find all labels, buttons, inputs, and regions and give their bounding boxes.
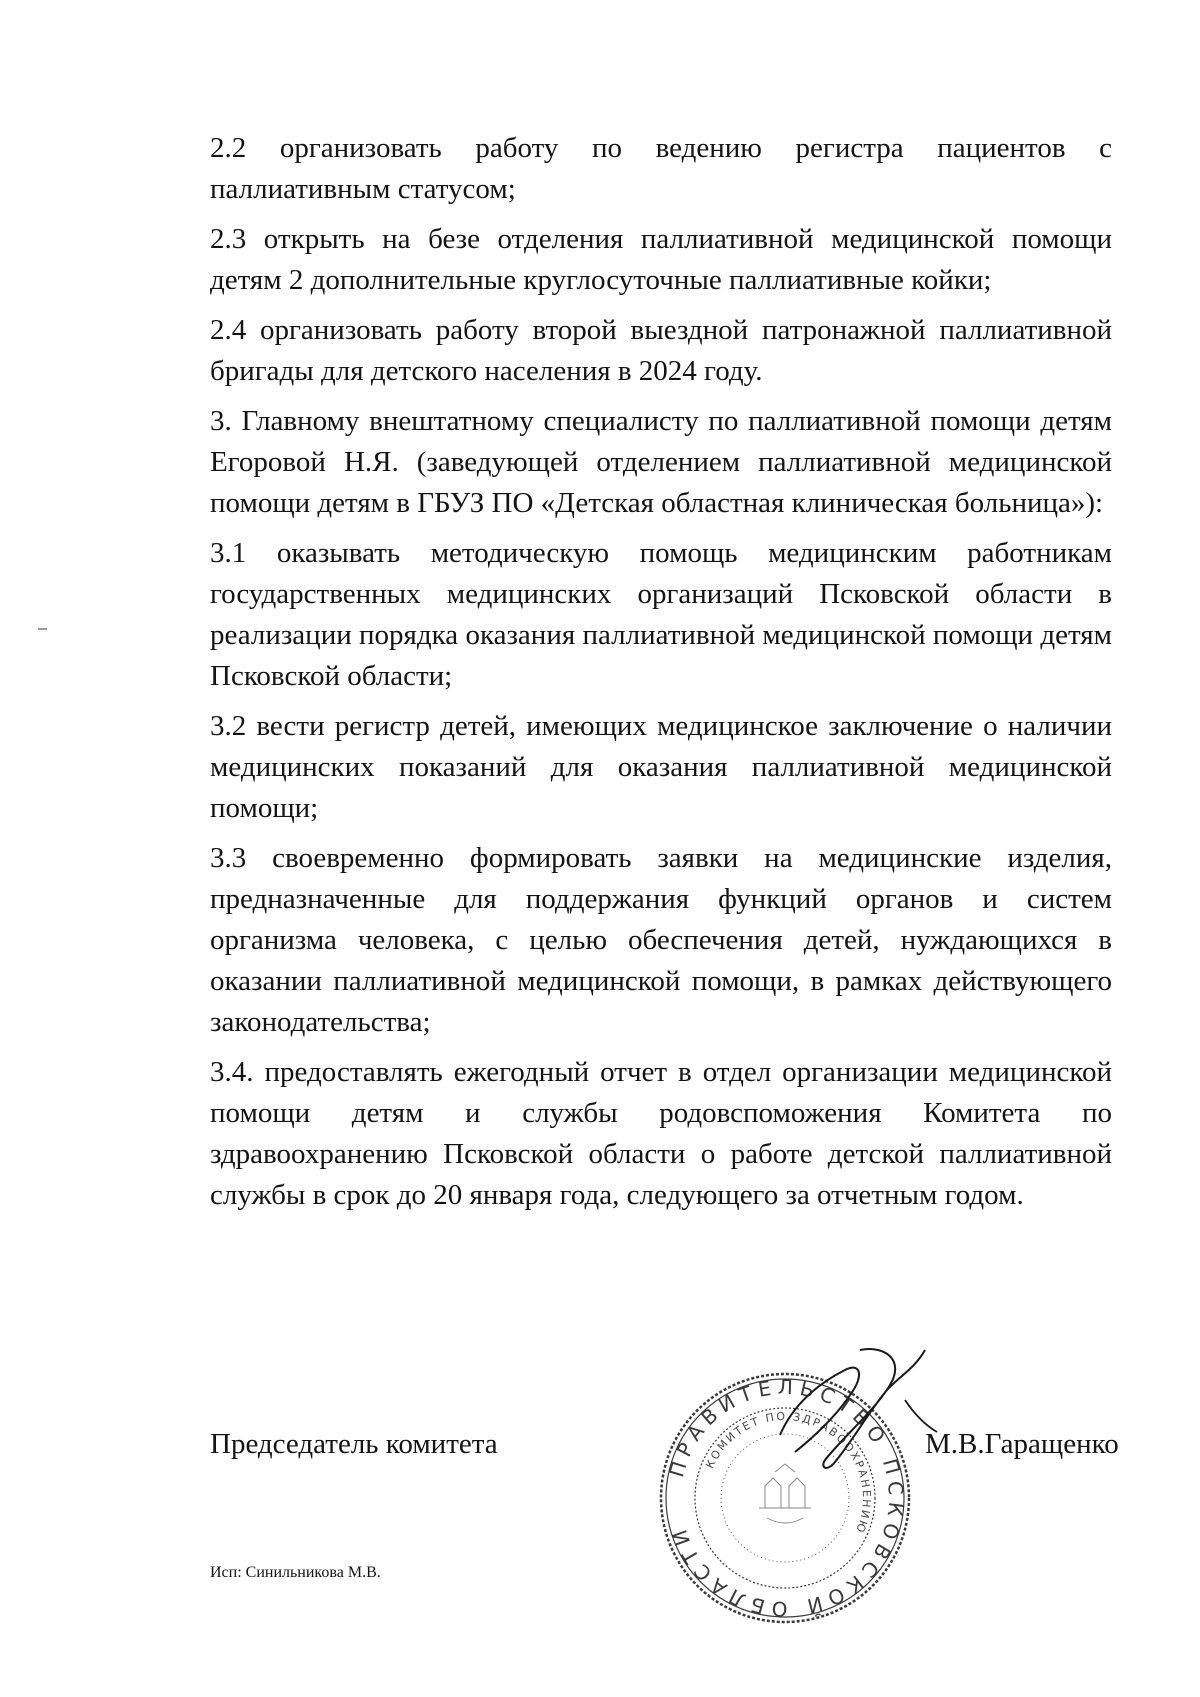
paragraph-3-2: 3.2 вести регистр детей, имеющих медицинское заключение о наличии медицинских показаний для оказания паллиативной медицинской помощи; [210,710,1112,824]
paragraph-3-4: 3.4. предоставлять ежегодный отчет в отдел организации медицинской помощи детям и службы родовспоможения Комитета по здравоохранению Псковской области о работе детской паллиативной службы в срок до 20 января года, следующего за отчетным годом. [210,1056,1112,1211]
stamp-inner-text: КОМИТЕТ ПО ЗДРАВООХРАНЕНИЮ [703,1409,874,1536]
signatory-name: М.В.Гаращенко [925,1428,1119,1460]
paragraph-2-2: 2.2 организовать работу по ведению регистра пациентов с паллиативным статусом; [210,132,1112,205]
signatory-role: Председатель комитета [210,1428,498,1460]
paragraph-3: 3. Главному внештатному специалисту по паллиативной помощи детям Егоровой Н.Я. (заведующей отделением паллиативной медицинской помощи детям в ГБУЗ ПО «Детская областная клиническая больница»): [210,405,1112,519]
handwritten-signature [765,1340,945,1480]
paragraph-3-1: 3.1 оказывать методическую помощь медицинским работникам государственных медицинских организаций Псковской области в реализации порядка оказания паллиативной медицинской помощи детям Псковской области; [210,537,1112,692]
paragraph-2-3: 2.3 открыть на безе отделения паллиативной медицинской помощи детям 2 дополнительные круглосуточные паллиативные койки; [210,223,1112,296]
executor-note: Исп: Синильникова М.В. [210,1564,381,1581]
paragraph-2-4: 2.4 организовать работу второй выездной патронажной паллиативной бригады для детского населения в 2024 году. [210,314,1112,387]
paragraph-3-3: 3.3 своевременно формировать заявки на медицинские изделия, предназначенные для поддержания функций органов и систем организма человека, с целью обеспечения детей, нуждающихся в оказании паллиативной медицинской помощи, в рамках действующего законодательства; [210,842,1112,1038]
stamp-outer-text: ПРАВИТЕЛЬСТВО ПСКОВСКОЙ ОБЛАСТИ [664,1374,909,1622]
